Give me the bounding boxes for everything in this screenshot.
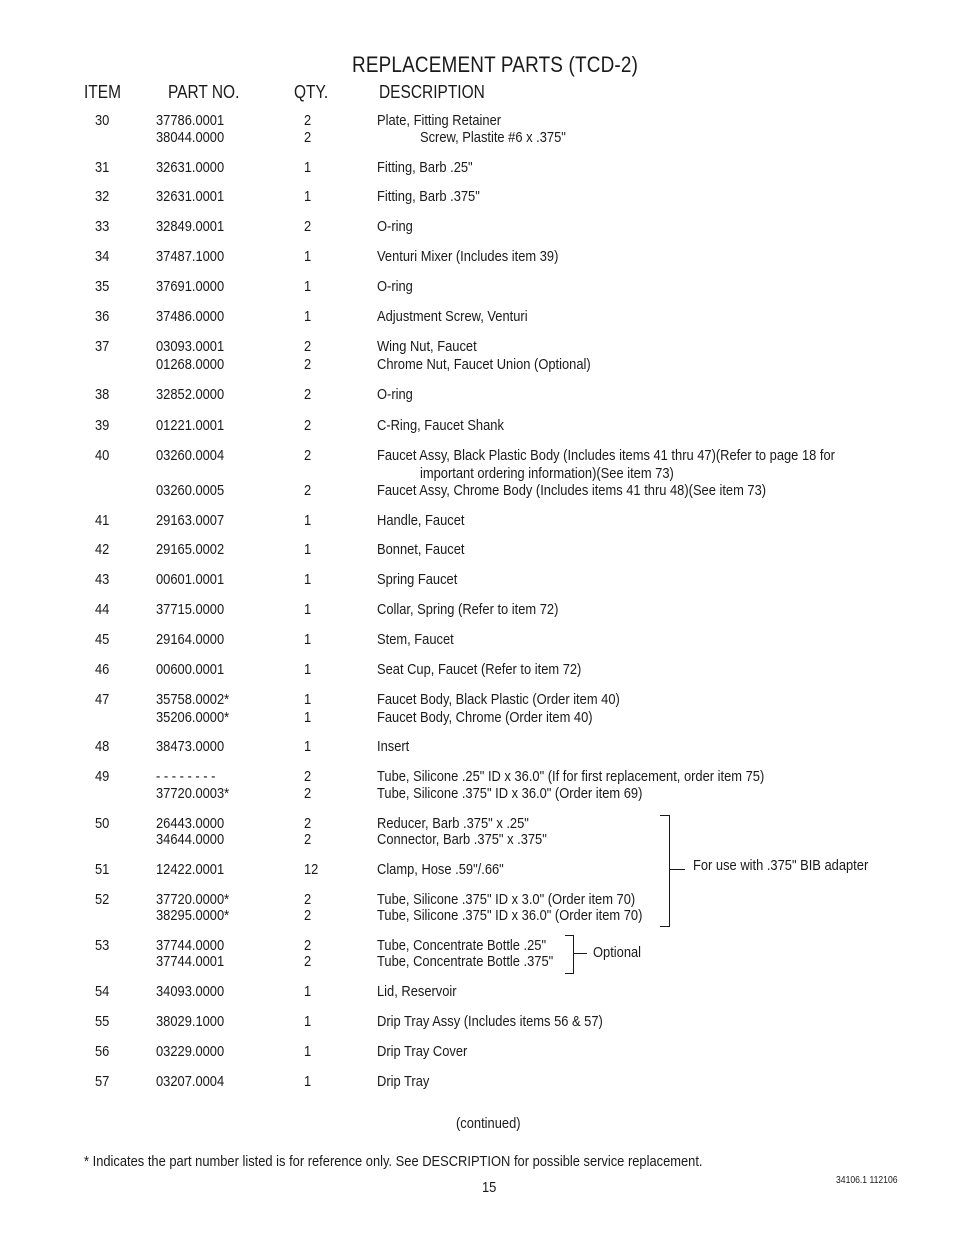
description: O-ring <box>377 218 413 235</box>
description: Reducer, Barb .375" x .25" <box>377 815 529 832</box>
part-number: 03229.0000 <box>156 1043 225 1060</box>
part-number: - - - - - - - - <box>156 768 216 785</box>
table-row <box>0 541 954 559</box>
description: Tube, Silicone .25" ID x 36.0" (If for first replacement, order item 75) <box>377 768 765 785</box>
quantity: 2 <box>304 447 312 464</box>
table-row <box>0 831 954 849</box>
table-row <box>0 785 954 803</box>
description: Collar, Spring (Refer to item 72) <box>377 601 559 618</box>
part-number: 35206.0000* <box>156 709 230 726</box>
quantity: 1 <box>304 541 312 558</box>
quantity: 2 <box>304 338 312 355</box>
header-qty: QTY. <box>294 82 329 102</box>
part-number: 32631.0000 <box>156 159 225 176</box>
quantity: 2 <box>304 891 312 908</box>
item-number: 36 <box>95 308 110 325</box>
description: Drip Tray Assy (Includes items 56 & 57) <box>377 1013 603 1030</box>
quantity: 2 <box>304 768 312 785</box>
description: Drip Tray Cover <box>377 1043 468 1060</box>
item-number: 32 <box>95 188 110 205</box>
part-number: 00600.0001 <box>156 661 225 678</box>
description: Tube, Silicone .375" ID x 36.0" (Order item 69) <box>377 785 643 802</box>
part-number: 01221.0001 <box>156 417 225 434</box>
optional-bracket-tick <box>573 953 587 954</box>
table-row <box>0 709 954 727</box>
quantity: 2 <box>304 482 312 499</box>
quantity: 12 <box>304 861 319 878</box>
quantity: 1 <box>304 631 312 648</box>
part-number: 03093.0001 <box>156 338 225 355</box>
part-number: 03207.0004 <box>156 1073 225 1090</box>
description: Chrome Nut, Faucet Union (Optional) <box>377 356 591 373</box>
description: Drip Tray <box>377 1073 430 1090</box>
quantity: 1 <box>304 738 312 755</box>
description: Wing Nut, Faucet <box>377 338 477 355</box>
description: O-ring <box>377 278 413 295</box>
description: C-Ring, Faucet Shank <box>377 417 504 434</box>
item-number: 46 <box>95 661 110 678</box>
part-number: 29163.0007 <box>156 512 225 529</box>
continued-label: (continued) <box>456 1115 521 1132</box>
optional-note: Optional <box>593 944 642 961</box>
part-number: 34644.0000 <box>156 831 225 848</box>
description: Seat Cup, Faucet (Refer to item 72) <box>377 661 582 678</box>
header-description: DESCRIPTION <box>379 82 485 102</box>
page-number: 15 <box>482 1179 497 1196</box>
bib-bracket <box>660 815 670 927</box>
page-title: REPLACEMENT PARTS (TCD-2) <box>352 52 639 77</box>
table-row <box>0 159 954 177</box>
item-number: 42 <box>95 541 110 558</box>
description: Spring Faucet <box>377 571 458 588</box>
description: Faucet Assy, Chrome Body (Includes items 41 thru 48)(See item 73) <box>377 482 767 499</box>
part-number: 37691.0000 <box>156 278 225 295</box>
part-number: 37786.0001 <box>156 112 225 129</box>
header-item: ITEM <box>84 82 121 102</box>
table-row <box>0 188 954 206</box>
quantity: 2 <box>304 386 312 403</box>
item-number: 35 <box>95 278 110 295</box>
quantity: 1 <box>304 571 312 588</box>
part-number: 01268.0000 <box>156 356 225 373</box>
part-number: 37720.0000* <box>156 891 230 908</box>
quantity: 2 <box>304 907 312 924</box>
description: Faucet Assy, Black Plastic Body (Includes items 41 thru 47)(Refer to page 18 for <box>377 447 835 464</box>
table-row <box>0 512 954 530</box>
quantity: 2 <box>304 356 312 373</box>
description: Adjustment Screw, Venturi <box>377 308 528 325</box>
quantity: 2 <box>304 417 312 434</box>
part-number: 38295.0000* <box>156 907 230 924</box>
part-number: 37487.1000 <box>156 248 225 265</box>
description: Plate, Fitting Retainer <box>377 112 502 129</box>
item-number: 31 <box>95 159 110 176</box>
item-number: 43 <box>95 571 110 588</box>
item-number: 47 <box>95 691 110 708</box>
description: Venturi Mixer (Includes item 39) <box>377 248 559 265</box>
quantity: 1 <box>304 512 312 529</box>
part-number: 29164.0000 <box>156 631 225 648</box>
part-number: 37720.0003* <box>156 785 230 802</box>
description: Fitting, Barb .25" <box>377 159 473 176</box>
item-number: 37 <box>95 338 110 355</box>
part-number: 32631.0001 <box>156 188 225 205</box>
description: Faucet Body, Black Plastic (Order item 40) <box>377 691 620 708</box>
description: Insert <box>377 738 410 755</box>
part-number: 37744.0000 <box>156 937 225 954</box>
quantity: 2 <box>304 129 312 146</box>
table-row <box>0 482 954 500</box>
table-row <box>0 417 954 435</box>
table-row <box>0 447 954 465</box>
table-row <box>0 631 954 649</box>
description: Stem, Faucet <box>377 631 454 648</box>
quantity: 1 <box>304 1043 312 1060</box>
part-number: 00601.0001 <box>156 571 225 588</box>
part-number: 29165.0002 <box>156 541 225 558</box>
quantity: 2 <box>304 831 312 848</box>
table-row <box>0 691 954 709</box>
item-number: 57 <box>95 1073 110 1090</box>
part-number: 38473.0000 <box>156 738 225 755</box>
part-number: 37486.0000 <box>156 308 225 325</box>
table-row <box>0 953 954 971</box>
part-number: 12422.0001 <box>156 861 225 878</box>
quantity: 1 <box>304 308 312 325</box>
optional-bracket <box>565 935 574 974</box>
description: Tube, Concentrate Bottle .375" <box>377 953 554 970</box>
description: important ordering information)(See item 73) <box>420 465 674 482</box>
table-row <box>0 768 954 786</box>
item-number: 56 <box>95 1043 110 1060</box>
header-part-no: PART NO. <box>168 82 240 102</box>
item-number: 45 <box>95 631 110 648</box>
description: Connector, Barb .375" x .375" <box>377 831 547 848</box>
table-row <box>0 338 954 356</box>
part-number: 35758.0002* <box>156 691 230 708</box>
item-number: 30 <box>95 112 110 129</box>
table-row <box>0 601 954 619</box>
part-number: 32852.0000 <box>156 386 225 403</box>
description: Handle, Faucet <box>377 512 465 529</box>
part-number: 37744.0001 <box>156 953 225 970</box>
quantity: 1 <box>304 188 312 205</box>
quantity: 2 <box>304 937 312 954</box>
table-row <box>0 465 954 483</box>
part-number: 26443.0000 <box>156 815 225 832</box>
item-number: 33 <box>95 218 110 235</box>
table-row <box>0 278 954 296</box>
item-number: 39 <box>95 417 110 434</box>
table-row <box>0 907 954 925</box>
part-number: 03260.0004 <box>156 447 225 464</box>
quantity: 2 <box>304 785 312 802</box>
table-row <box>0 356 954 374</box>
part-number: 37715.0000 <box>156 601 225 618</box>
part-number: 38029.1000 <box>156 1013 225 1030</box>
item-number: 53 <box>95 937 110 954</box>
description: Tube, Silicone .375" ID x 3.0" (Order item 70) <box>377 891 636 908</box>
description: Faucet Body, Chrome (Order item 40) <box>377 709 593 726</box>
footnote: * Indicates the part number listed is for reference only. See DESCRIPTION for possible service replacement. <box>84 1153 703 1170</box>
item-number: 44 <box>95 601 110 618</box>
table-row <box>0 308 954 326</box>
table-row <box>0 1043 954 1061</box>
bib-adapter-note: For use with .375" BIB adapter <box>693 857 869 874</box>
quantity: 2 <box>304 218 312 235</box>
table-row <box>0 248 954 266</box>
item-number: 48 <box>95 738 110 755</box>
quantity: 2 <box>304 953 312 970</box>
description: Tube, Silicone .375" ID x 36.0" (Order item 70) <box>377 907 643 924</box>
item-number: 54 <box>95 983 110 1000</box>
item-number: 55 <box>95 1013 110 1030</box>
quantity: 2 <box>304 112 312 129</box>
quantity: 1 <box>304 248 312 265</box>
part-number: 03260.0005 <box>156 482 225 499</box>
part-number: 34093.0000 <box>156 983 225 1000</box>
bib-bracket-tick <box>669 869 685 870</box>
item-number: 38 <box>95 386 110 403</box>
table-row <box>0 1013 954 1031</box>
part-number: 38044.0000 <box>156 129 225 146</box>
quantity: 1 <box>304 159 312 176</box>
description: Tube, Concentrate Bottle .25" <box>377 937 547 954</box>
table-row <box>0 983 954 1001</box>
quantity: 1 <box>304 278 312 295</box>
description: Bonnet, Faucet <box>377 541 465 558</box>
quantity: 1 <box>304 1013 312 1030</box>
description: O-ring <box>377 386 413 403</box>
quantity: 1 <box>304 709 312 726</box>
description: Screw, Plastite #6 x .375" <box>420 129 566 146</box>
document-id: 34106.1 112106 <box>836 1175 898 1186</box>
item-number: 51 <box>95 861 110 878</box>
description: Clamp, Hose .59"/.66" <box>377 861 504 878</box>
item-number: 52 <box>95 891 110 908</box>
table-row <box>0 386 954 404</box>
item-number: 41 <box>95 512 110 529</box>
table-row <box>0 112 954 130</box>
table-row <box>0 661 954 679</box>
quantity: 1 <box>304 691 312 708</box>
quantity: 2 <box>304 815 312 832</box>
quantity: 1 <box>304 661 312 678</box>
table-row <box>0 738 954 756</box>
quantity: 1 <box>304 601 312 618</box>
item-number: 49 <box>95 768 110 785</box>
item-number: 34 <box>95 248 110 265</box>
table-row <box>0 129 954 147</box>
part-number: 32849.0001 <box>156 218 225 235</box>
item-number: 40 <box>95 447 110 464</box>
quantity: 1 <box>304 1073 312 1090</box>
description: Lid, Reservoir <box>377 983 457 1000</box>
table-row <box>0 218 954 236</box>
quantity: 1 <box>304 983 312 1000</box>
description: Fitting, Barb .375" <box>377 188 480 205</box>
item-number: 50 <box>95 815 110 832</box>
table-row <box>0 571 954 589</box>
table-row <box>0 1073 954 1091</box>
